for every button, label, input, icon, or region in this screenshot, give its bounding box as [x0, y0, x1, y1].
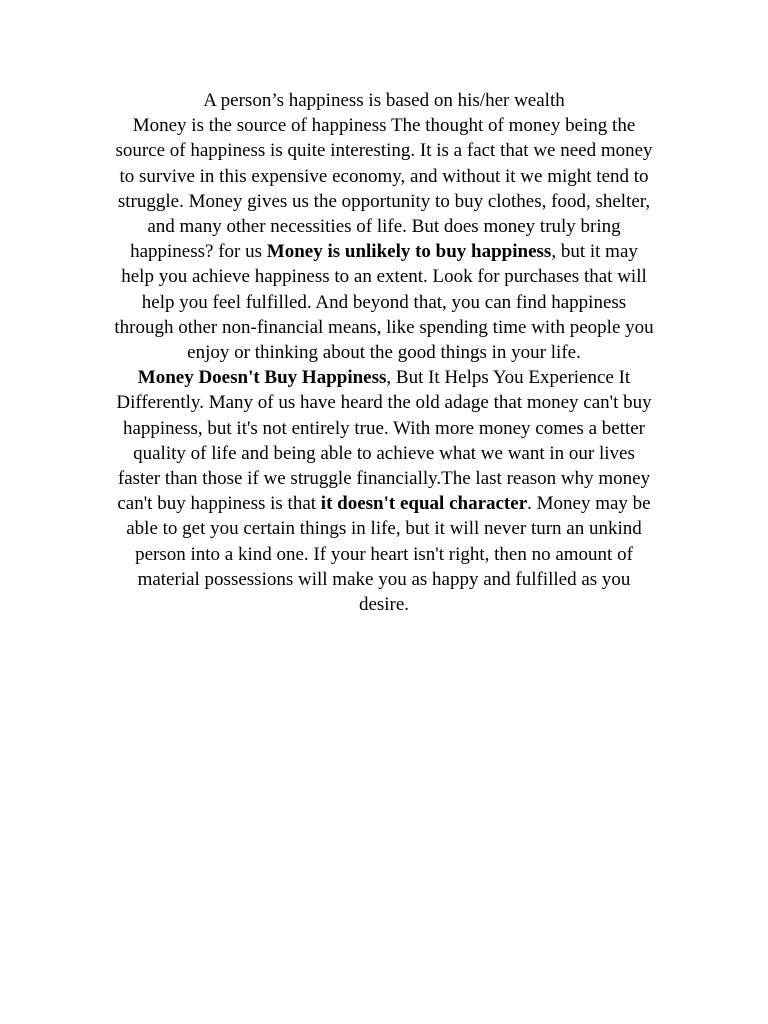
paragraph-2-bold-heading: Money Doesn't Buy Happiness — [137, 367, 387, 389]
paragraph-1-text-end: , but it may help you achieve happiness to an extent. Look for purchases that will help you feel fulfilled. And beyond that, you can find happiness through other non-financial means, like spending time with people you enjoy or thinking about the good things in your life. — [114, 241, 654, 364]
paragraph-1 — [112, 88, 656, 365]
paragraph-1-text: Money is the source of happiness The thought of money being the source of happiness is quite interesting. It is a fact that we need money to survive in this expensive economy, and without it we might tend to struggle. Money gives us the opportunity to buy clothes, food, shelter, and many other necessities of life. But does money truly bring happiness? for us — [115, 115, 653, 263]
paragraph-1-bold-phrase: Money is unlikely to buy happiness — [266, 241, 552, 263]
document-body — [112, 88, 656, 617]
paragraph-2 — [112, 365, 656, 617]
paragraph-2-text: , But It Helps You Experience It Differently. Many of us have heard the old adage that money can't buy happiness, but it's not entirely true. With more money comes a better quality of life and being able to achieve what we want in our lives faster than those if we struggle financially.The last reason why money can't buy happiness is that — [116, 367, 652, 515]
paragraph-2-text-end: . Money may be able to get you certain things in life, but it will never turn an unkind person into a kind one. If your heart isn't right, then no amount of material possessions will make you as happy and fulfilled as you desire. — [126, 493, 651, 616]
paragraph-1-first-line: A person’s happiness is based on his/her wealth — [203, 90, 565, 111]
paragraph-2-bold-phrase: it doesn't equal character — [320, 493, 528, 515]
